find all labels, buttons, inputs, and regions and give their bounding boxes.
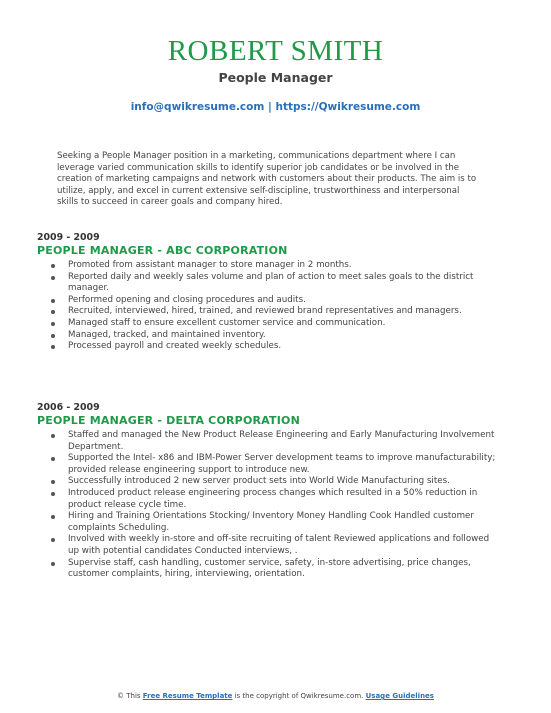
- usage-guidelines-link[interactable]: Usage Guidelines: [365, 692, 434, 700]
- job-entry-delta: [37, 402, 497, 581]
- contact-line: [0, 100, 551, 114]
- job-bullet: Reported daily and weekly sales volume and plan of action to meet sales goals to the district manager.: [68, 272, 497, 295]
- job-title: PEOPLE MANAGER - ABC CORPORATION: [37, 244, 288, 257]
- job-bullet: Supervise staff, cash handling, customer service, safety, in-store advertising, price changes, customer complaints, hiring, interviewing, orientation.: [68, 558, 497, 581]
- job-bullet: Recruited, interviewed, hired, trained, and reviewed brand representatives and managers.: [68, 306, 497, 318]
- job-bullet: Supported the Intel- x86 and IBM-Power Server development teams to improve manufacturability; provided release engineering support to introduce new.: [68, 453, 496, 475]
- job-bullet-list: [37, 430, 497, 581]
- footer-prefix: © This: [117, 692, 143, 700]
- job-bullet: Managed staff to ensure excellent customer service and communication.: [68, 318, 497, 330]
- email-link[interactable]: info@qwikresume.com: [130, 101, 265, 113]
- job-bullet: Hiring and Training Orientations Stocking/ Inventory Money Handling Cook Handled customer complaints Scheduling.: [68, 511, 497, 534]
- job-bullet: Involved with weekly in-store and off-site recruiting of talent Reviewed applications and followed up with potential candidates Conducted interviews, .: [68, 534, 497, 557]
- candidate-role: People Manager: [218, 70, 333, 85]
- job-bullet: Processed payroll and created weekly schedules.: [68, 341, 497, 353]
- job-dates: 2009 - 2009: [37, 232, 100, 243]
- footer-middle: is the copyright of Qwikresume.com.: [232, 692, 366, 700]
- job-bullet: Successfully introduced 2 new server product sets into World Wide Manufacturing sites.: [68, 476, 497, 488]
- job-title: PEOPLE MANAGER - DELTA CORPORATION: [37, 414, 300, 427]
- job-bullet: Managed, tracked, and maintained inventory.: [68, 330, 497, 342]
- candidate-name: ROBERT SMITH: [167, 35, 384, 67]
- footer: [0, 692, 551, 701]
- job-bullet-list: [37, 260, 497, 353]
- contact-separator: |: [264, 101, 276, 113]
- job-bullet: Introduced product release engineering process changes which resulted in a 50% reduction in product release cycle time.: [68, 488, 497, 511]
- job-entry-abc: [37, 232, 497, 353]
- job-bullet: Performed opening and closing procedures and audits.: [68, 295, 497, 307]
- job-bullet: Promoted from assistant manager to store manager in 2 months.: [68, 260, 497, 272]
- job-dates: 2006 - 2009: [37, 402, 100, 413]
- job-bullet: Staffed and managed the New Product Release Engineering and Early Manufacturing Involvement Department.: [68, 430, 497, 453]
- website-link[interactable]: https://Qwikresume.com: [275, 101, 421, 113]
- summary-paragraph: Seeking a People Manager position in a marketing, communications department where I can leverage varied communication skills to identify superior job candidates or be involved in the creation of marketing campaigns and network with customers about their products. The aim is to utilize, apply, and excel in current extensive self-discipline, trustworthiness and interpersonal skills to succeed in career goals and company hired.: [57, 151, 477, 207]
- free-resume-template-link[interactable]: Free Resume Template: [142, 692, 233, 700]
